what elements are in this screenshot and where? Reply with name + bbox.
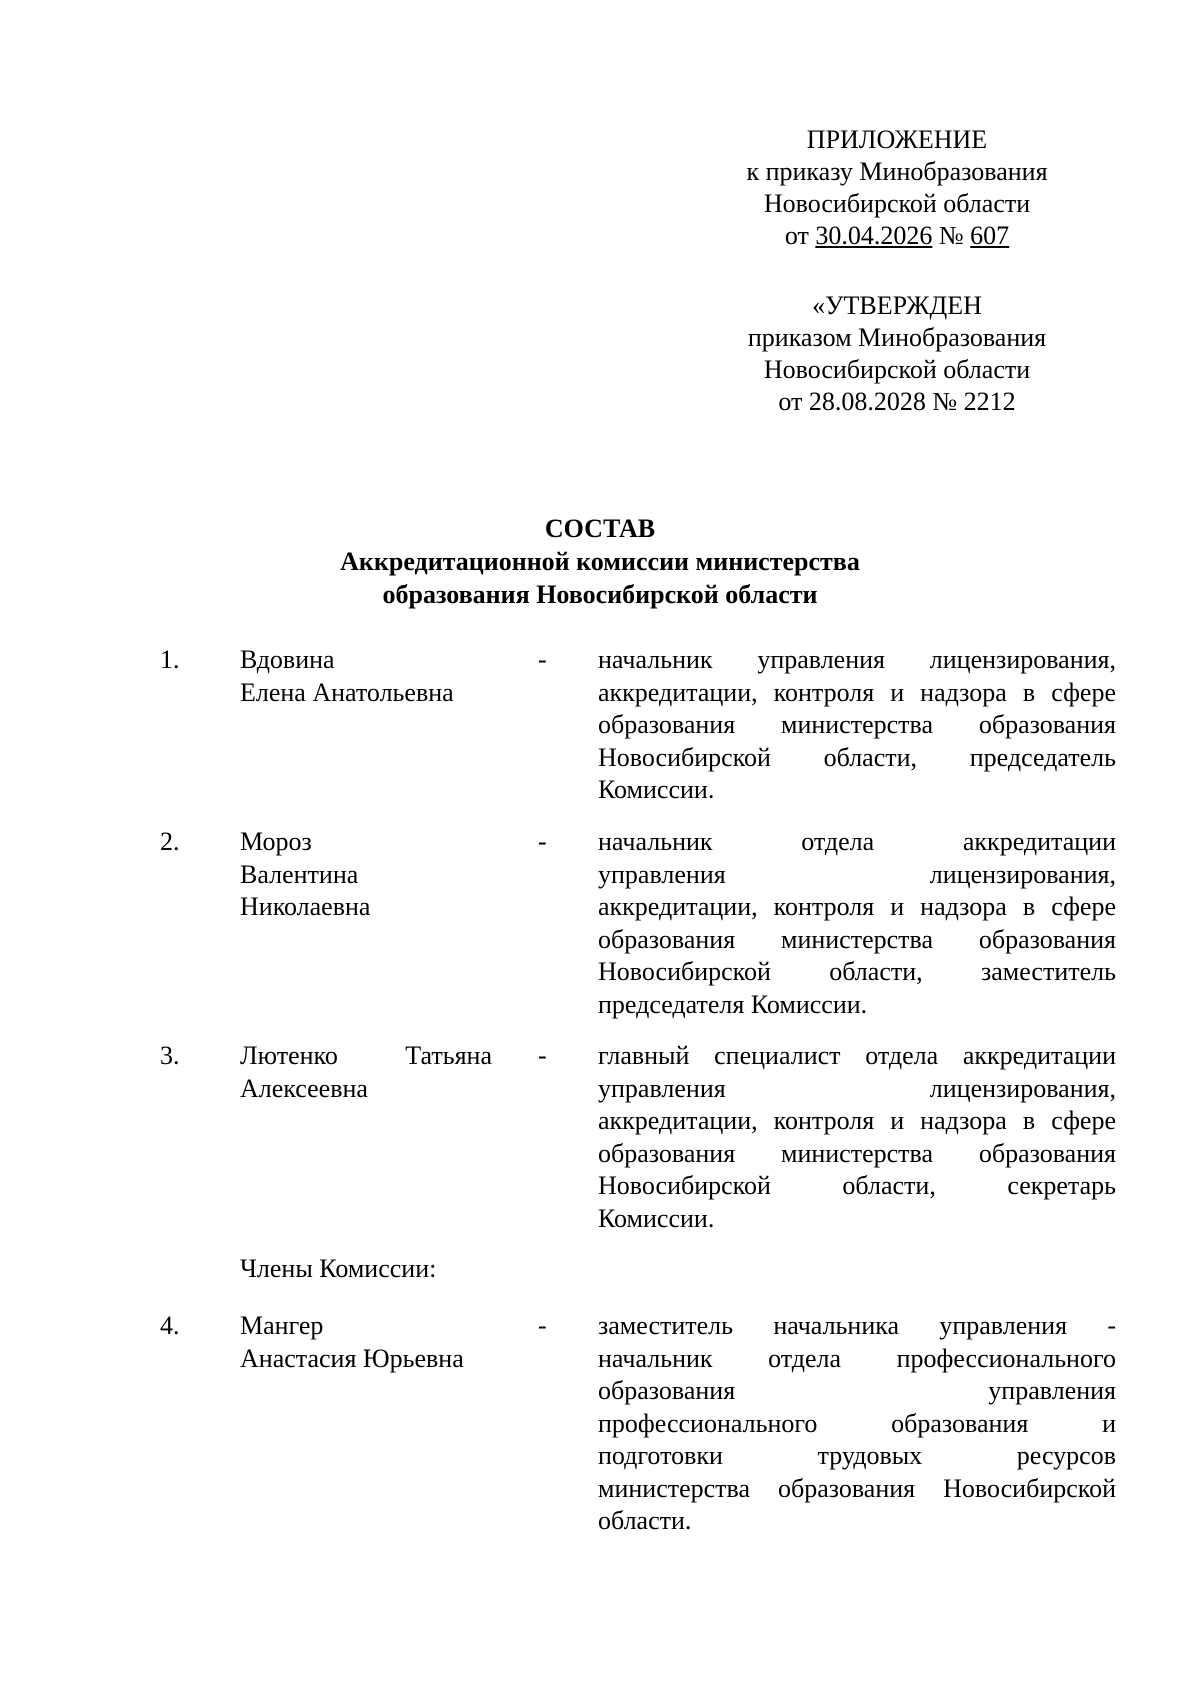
member-surname: Вдовина <box>240 645 335 674</box>
member-given-name: Валентина <box>240 859 359 889</box>
position-line: аккредитации, контроля и надзора в сфере <box>598 892 1116 921</box>
entry-number: 4. <box>160 1311 180 1340</box>
position-line: управления лицензирования, <box>598 1073 1116 1103</box>
position-line: аккредитации, контроля и надзора в сфере <box>598 1106 1116 1135</box>
position-line: Комиссии. <box>598 775 715 804</box>
position-line: председателя Комиссии. <box>598 989 868 1019</box>
appendix-number: 607 <box>970 221 1010 250</box>
title-line-2: Аккредитационной комиссии министерства <box>340 547 860 576</box>
member-name <box>240 1310 492 1375</box>
member-name <box>240 1040 492 1105</box>
member-surname: Мороз <box>240 827 312 856</box>
appendix-order-line: к приказу Минобразования <box>746 157 1048 186</box>
entry-number: 3. <box>160 1041 180 1070</box>
member-surname-given-name: Лютенко Татьяна <box>240 1041 492 1070</box>
approved-header <box>652 290 1142 418</box>
appendix-header <box>652 124 1142 252</box>
member-name <box>240 826 492 924</box>
position-line: заместитель начальника управления - <box>598 1311 1116 1340</box>
member-position <box>598 1310 1116 1538</box>
appendix-date: 30.04.2026 <box>815 221 933 250</box>
entry-number: 2. <box>160 827 180 856</box>
entry-number: 1. <box>160 645 180 674</box>
position-line: подготовки трудовых ресурсов <box>598 1441 1116 1470</box>
member-position <box>598 826 1116 1021</box>
position-line: образования министерства образования <box>598 710 1116 739</box>
position-line: министерства образования Новосибирской <box>598 1473 1116 1503</box>
member-patronymic: Алексеевна <box>240 1073 368 1103</box>
entry-dash: - <box>538 1311 547 1340</box>
member-given-names: Елена Анатольевна <box>240 677 454 707</box>
entry-dash: - <box>538 645 547 674</box>
member-surname: Мангер <box>240 1311 324 1340</box>
position-line: главный специалист отдела аккредитации <box>598 1041 1116 1070</box>
member-name <box>240 644 492 709</box>
member-position <box>598 1040 1116 1235</box>
approved-region-line: Новосибирской области <box>763 355 1031 384</box>
position-line: аккредитации, контроля и надзора в сфере <box>598 677 1116 707</box>
position-line: образования управления <box>598 1376 1116 1405</box>
position-line: Новосибирской области, заместитель <box>598 957 1116 986</box>
appendix-number-prefix: № <box>932 221 971 250</box>
member-given-names: Анастасия Юрьевна <box>240 1343 464 1373</box>
approved-date-line: от 28.08.2028 № 2212 <box>778 387 1016 416</box>
member-patronymic: Николаевна <box>240 892 371 921</box>
approved-title: «УТВЕРЖДЕН <box>812 291 982 320</box>
appendix-title: ПРИЛОЖЕНИЕ <box>806 125 988 154</box>
position-line: области. <box>598 1506 692 1535</box>
position-line: начальник управления лицензирования, <box>598 645 1116 674</box>
position-line: образования министерства образования <box>598 924 1116 954</box>
entry-dash: - <box>538 1041 547 1070</box>
position-line: Комиссии. <box>598 1203 715 1233</box>
approved-order-line: приказом Минобразования <box>747 323 1047 352</box>
appendix-date-prefix: от <box>784 221 816 250</box>
position-line: профессионального образования и <box>598 1408 1116 1438</box>
position-line: начальник отдела аккредитации <box>598 827 1116 856</box>
appendix-date-line <box>652 220 1142 252</box>
position-line: Новосибирской области, председатель <box>598 742 1116 772</box>
document-title <box>0 512 1200 611</box>
member-position <box>598 644 1116 807</box>
members-heading: Члены Комиссии: <box>240 1254 437 1283</box>
position-line: Новосибирской области, секретарь <box>598 1171 1116 1200</box>
appendix-region-line: Новосибирской области <box>763 189 1031 218</box>
entry-dash: - <box>538 827 547 856</box>
position-line: образования министерства образования <box>598 1138 1116 1168</box>
position-line: управления лицензирования, <box>598 859 1116 889</box>
title-line-3: образования Новосибирской области <box>382 580 818 609</box>
title-main: СОСТАВ <box>544 514 656 543</box>
position-line: начальник отдела профессионального <box>598 1343 1116 1373</box>
